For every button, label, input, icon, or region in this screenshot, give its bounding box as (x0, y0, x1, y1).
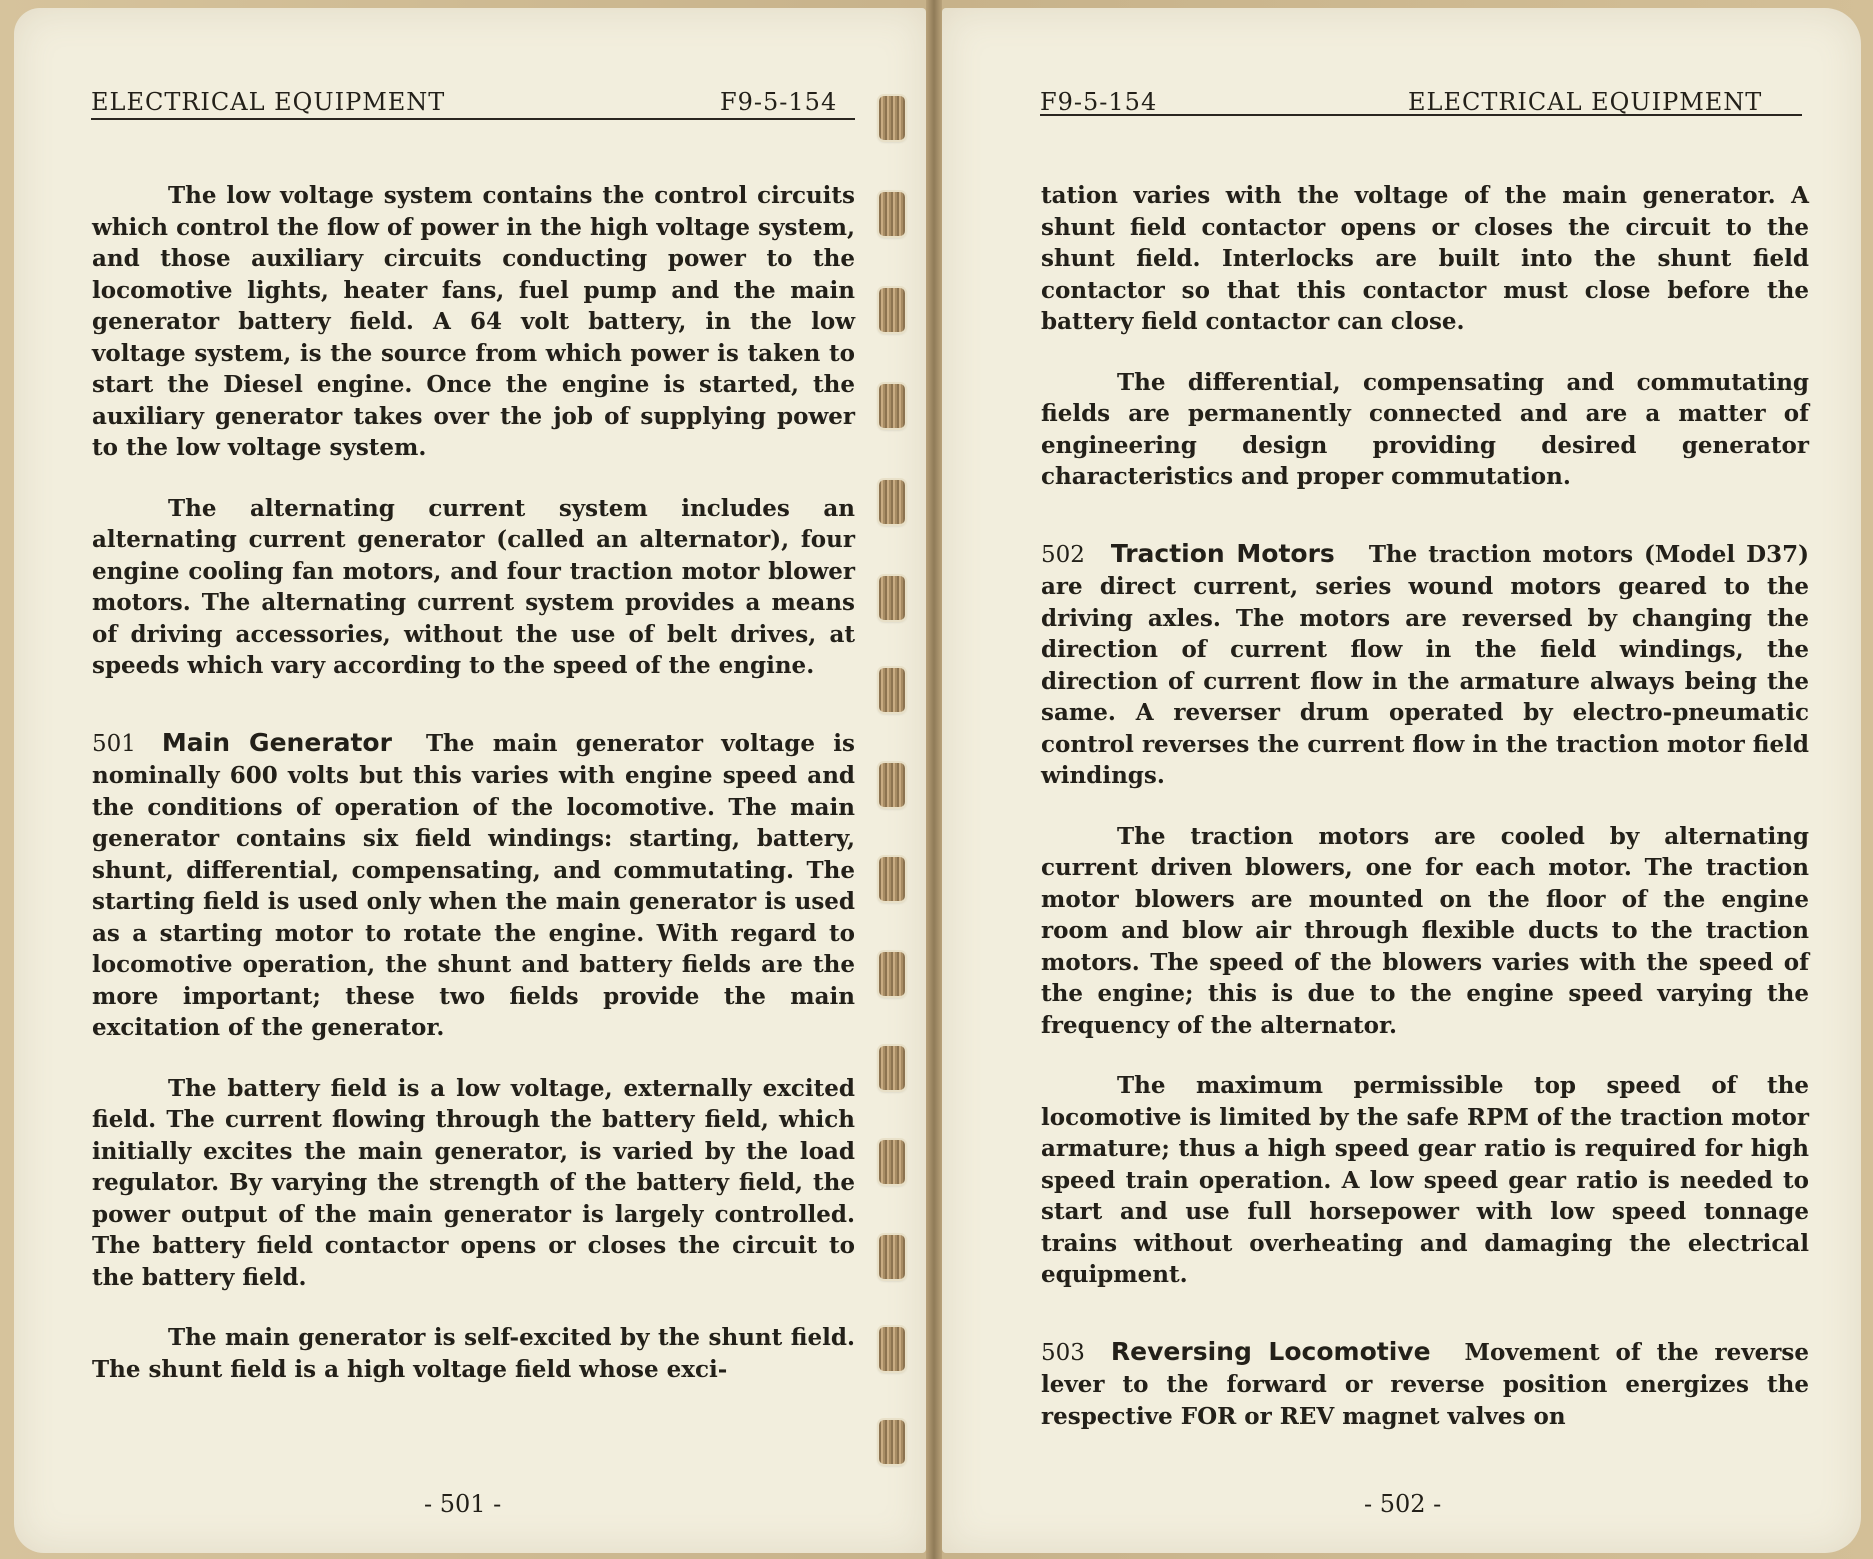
spiral-hole (879, 480, 905, 524)
paragraph-continued-excitation: tation varies with the voltage of the main generator. A shunt field contactor opens or closes the circuit to the shunt field. Interlocks are built into the shunt field contactor so that this contactor must close before the battery field contactor can close. (1041, 182, 1809, 335)
left-page (14, 8, 926, 1553)
spiral-hole (879, 1235, 905, 1279)
section-title: Main Generator (161, 727, 392, 757)
paragraph-low-voltage: The low voltage system contains the control circuits which control the flow of power in the high voltage system, and those auxiliary circuits conducting power to the locomotive lights, heater fans, fuel pump and the main generator battery field. A 64 volt battery, in the low voltage system, is the source from which power is taken to start the Diesel engine. Once the engine is started, the auxiliary generator takes over the job of supplying power to the low voltage system. (92, 182, 855, 461)
spiral-hole (879, 763, 905, 807)
spiral-hole (879, 857, 905, 901)
section-number: 503 (1041, 1339, 1085, 1366)
section-text: The traction motors (Model D37) are direct current, series wound motors geared to the driving axles. The motors are reversed by changing the direction of current flow in the field windings, the direction of current flow in the armature always being the same. A reverser drum operated by electro-pneumatic control reverses the current flow in the traction motor field windings. (1041, 540, 1809, 789)
spiral-hole (879, 1420, 905, 1464)
paragraph-blowers: The traction motors are cooled by alternating current driven blowers, one for each motor. The traction motor blowers are mounted on the floor of the engine room and blow air through flexible ducts to the traction motors. The speed of the blowers varies with the speed of the engine; this is due to the engine speed varying the frequency of the alternator. (1041, 822, 1809, 1039)
spiral-hole (879, 96, 905, 140)
left-body (92, 180, 855, 1414)
spiral-hole (879, 1327, 905, 1371)
spiral-hole (879, 1140, 905, 1184)
right-page-number: - 502 - (1364, 1490, 1442, 1518)
binding-spine (926, 0, 942, 1559)
section-number: 501 (92, 730, 136, 757)
spiral-hole (879, 384, 905, 428)
section-501 (92, 727, 855, 1044)
spiral-hole (879, 952, 905, 996)
spiral-hole (879, 576, 905, 620)
paragraph-top-speed: The maximum permissible top speed of the locomotive is limited by the safe RPM of the traction motor armature; thus a high speed gear ratio is required for high speed train operation. A low speed gear ratio is needed to start and use full horsepower with low speed tonnage trains without overheating and damaging the electrical equipment. (1041, 1072, 1809, 1288)
section-number: 502 (1041, 541, 1085, 568)
paragraph-battery-field: The battery field is a low voltage, externally excited field. The current flowing through the battery field, which initially excites the main generator, is varied by the load regulator. By varying the strength of the battery field, the power output of the main generator is largely controlled. The battery field contactor opens or closes the circuit to the battery field. (92, 1074, 855, 1291)
paragraph-differential-fields: The differential, compensating and commutating fields are permanently connected and are a matter of engineering design providing desired generator characteristics and proper commutation. (1041, 368, 1809, 490)
right-page (942, 8, 1861, 1553)
section-text: Movement of the reverse lever to the forward or reverse position energizes the respective FOR or REV magnet valves on (1041, 1338, 1809, 1430)
section-title: Traction Motors (1110, 538, 1335, 568)
left-running-head: ELECTRICAL EQUIPMENT (91, 88, 446, 116)
left-page-number: - 501 - (424, 1490, 502, 1518)
section-502 (1041, 538, 1809, 792)
spiral-hole (879, 192, 905, 236)
section-title: Reversing Locomotive (1110, 1336, 1431, 1366)
spiral-hole (879, 1046, 905, 1090)
paragraph-self-excited: The main generator is self-excited by the shunt field. The shunt field is a high voltage field whose exci- (92, 1324, 855, 1383)
right-body (1041, 180, 1809, 1461)
left-page-code: F9-5-154 (720, 88, 838, 116)
right-header-rule (1040, 114, 1802, 116)
right-page-code: F9-5-154 (1040, 88, 1158, 116)
left-header-rule (91, 118, 855, 120)
right-running-head: ELECTRICAL EQUIPMENT (1408, 88, 1763, 116)
section-503 (1041, 1336, 1809, 1433)
spiral-hole (879, 288, 905, 332)
paragraph-alternating-current: The alternating current system includes an alternating current generator (called an alternator), four engine cooling fan motors, and four traction motor blower motors. The alternating current system provides a means of driving accessories, without the use of belt drives, at speeds which vary according to the speed of the engine. (92, 494, 855, 679)
section-text: The main generator voltage is nominally 600 volts but this varies with engine speed and the conditions of operation of the locomotive. The main generator contains six field windings: starting, battery, shunt, differential, compensating, and commutating. The starting field is used only when the main generator is used as a starting motor to rotate the engine. With regard to locomotive operation, the shunt and battery fields are the more important; these two fields provide the main excitation of the generator. (92, 729, 855, 1041)
spiral-hole (879, 668, 905, 712)
